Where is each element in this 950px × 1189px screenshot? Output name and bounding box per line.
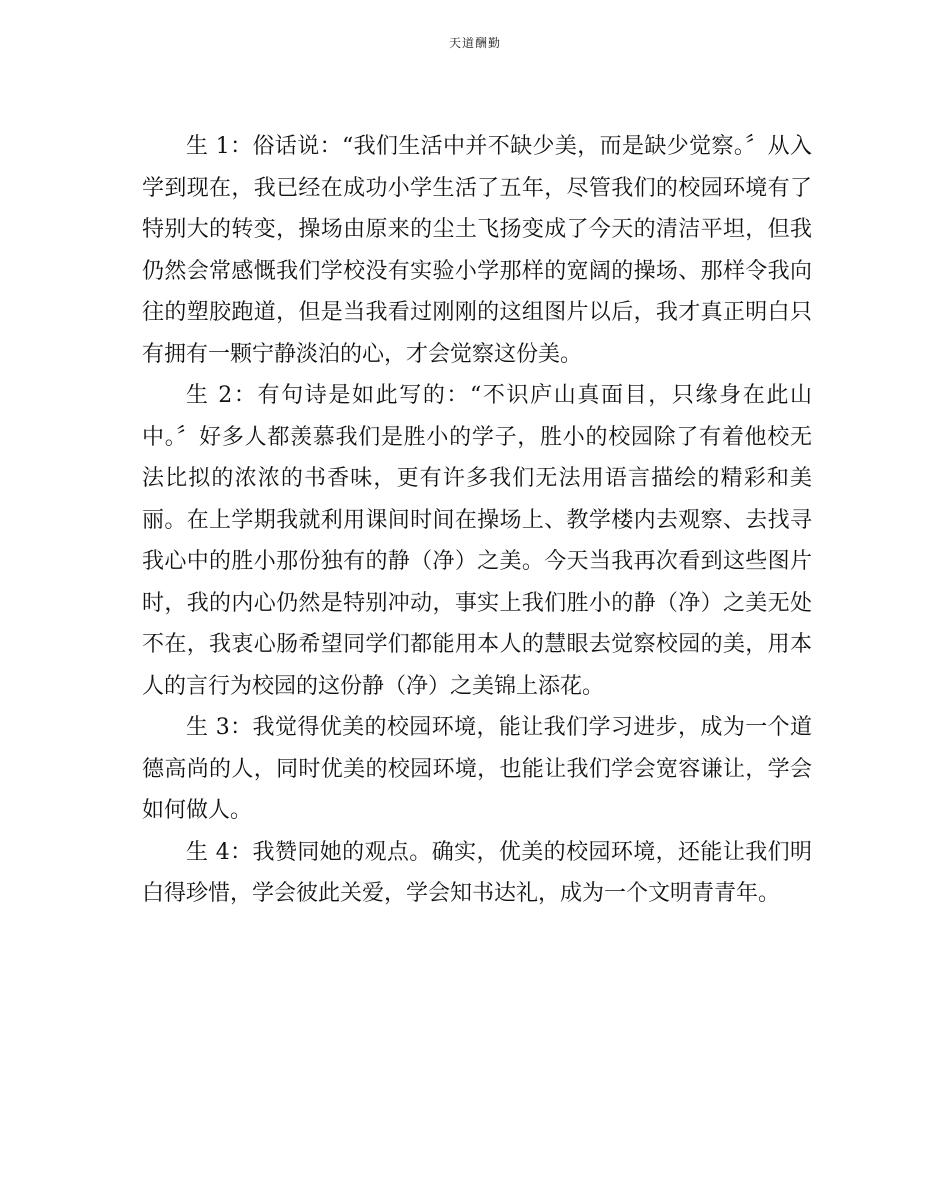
paragraph-student-2: 生 2：有句诗是如此写的：“不识庐山真面目，只缘身在此山中。〞好多人都羡慕我们是胜小的学子，胜小的校园除了有着他校无法比拟的浓浓的书香味，更有许多我们无法用语言描绘的精彩和美丽。在上学期我就利用课间时间在操场上、教学楼内去观察、去找寻我心中的胜小那份独有的静（净）之美。今天当我再次看到这些图片时，我的内心仍然是特别冲动，事实上我们胜小的静（净）之美无处不在，我衷心肠希望同学们都能用本人的慧眼去觉察校园的美，用本人的言行为校园的这份静（净）之美锦上添花。 <box>142 383 812 699</box>
paragraph-student-4: 生 4：我赞同她的观点。确实，优美的校园环境，还能让我们明白得珍惜，学会彼此关爱，学会知书达礼，成为一个文明青青年。 <box>142 839 812 906</box>
document-body <box>142 126 812 915</box>
paragraph-student-1: 生 1：俗话说：“我们生活中并不缺少美，而是缺少觉察。〞从入学到现在，我已经在成功小学生活了五年，尽管我们的校园环境有了特别大的转变，操场由原来的尘土飞扬变成了今天的清洁平坦，但我仍然会常感慨我们学校没有实验小学那样的宽阔的操场、那样令我向往的塑胶跑道，但是当我看过刚刚的这组图片以后，我才真正明白只有拥有一颗宁静淡泊的心，才会觉察这份美。 <box>142 134 812 367</box>
page-header: 天道酬勤 <box>448 36 501 50</box>
paragraph-student-3: 生 3：我觉得优美的校园环境，能让我们学习进步，成为一个道德高尚的人，同时优美的校园环境，也能让我们学会宽容谦让，学会如何做人。 <box>142 715 812 823</box>
